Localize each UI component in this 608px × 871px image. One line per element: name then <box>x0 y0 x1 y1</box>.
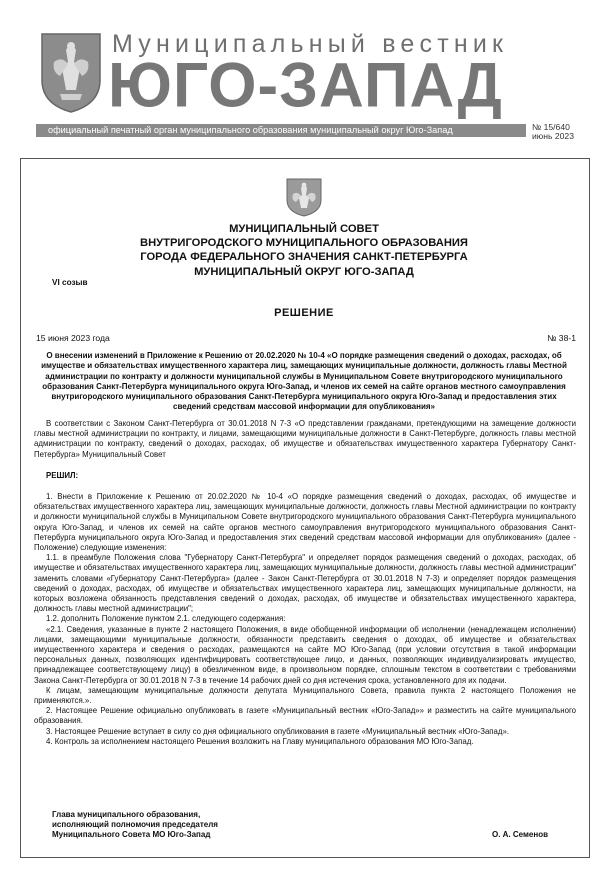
signer-name: О. А. Семенов <box>491 830 548 839</box>
council-name <box>100 222 508 279</box>
paragraph: К лицам, замещающим муниципальные должности депутата Муниципального Совета, правила пункта 2 настоящего Положения не применяются.». <box>34 685 576 706</box>
issue-date: июнь 2023 <box>532 131 574 141</box>
decision-subject: О внесении изменений в Приложение к Решению от 20.02.2020 № 10-4 «О порядке размещения сведений о доходах, расходах, об имуществе и обязательствах имущественного характера лиц, замещающих муниципальные должности, должность главы Местной администрации по контракту и должности муниципальной службы в Муниципальном Совете внутригородского муниципального образования Санкт-Петербурга муниципального округа Юго-Запад, и членов их семей на сайте органов местного самоуправления внутригородского муниципального образования Санкт-Петербурга муниципального округа Юго-Запад и предоставления этих сведений средствам массовой информации для опубликования» <box>41 351 567 412</box>
decision-date: 15 июня 2023 года <box>36 333 110 343</box>
signature-line: Глава муниципального образования, <box>52 810 201 819</box>
issue-info <box>532 123 592 141</box>
council-name-line: МУНИЦИПАЛЬНЫЙ СОВЕТ <box>229 223 379 235</box>
newspaper-subtitle: официальный печатный орган муниципального образования муниципальный округ Юго-Запад <box>48 125 453 135</box>
resolved-heading: РЕШИЛ: <box>46 470 79 480</box>
convocation: VI созыв <box>52 278 88 287</box>
council-name-line: ГОРОДА ФЕДЕРАЛЬНОГО ЗНАЧЕНИЯ САНКТ-ПЕТЕРБУРГА <box>140 251 468 264</box>
newspaper-title-main: ЮГО-ЗАПАД <box>108 50 503 121</box>
signature-block <box>52 810 218 841</box>
masthead <box>0 0 608 150</box>
paragraph: 1.1. в преамбуле Положения слова "Губернатору Санкт-Петербурга" и определяет порядок размещения сведений о доходах, расходах, об имуществе и обязательствах имущественного характера лиц, замещающих муниципальные должности, должность главы местной администрации" заменить словами «Губернатору Санкт-Петербурга» (далее - Закон Санкт-Петербурга от 30.01.2018 N 7-3) и определяет порядок размещения сведений о доходах, расходах, об имуществе и обязательствах имущественного характера лиц, замещающих муниципальные должности, на которых возложена обязанность представления сведений о доходах, расходах, об имуществе и обязательствах имущественного характера, должность главы местной администрации"; <box>34 553 576 614</box>
signature-line: Муниципального Совета МО Юго-Запад <box>52 830 211 840</box>
coat-of-arms-icon <box>40 32 102 114</box>
paragraph: 1. Внести в Приложение к Решению от 20.02.2020 № 10-4 «О порядке размещения сведений о доходах, расходах, об имуществе и обязательствах имущественного характера лиц, замещающих муниципальные должности, должность главы Местной администрации по контракту и должности муниципальной службы в Муниципальном Совете внутригородского муниципального образования Санкт-Петербурга муниципального округа Юго-Запад, и членов их семей на сайте органов местного самоуправления внутригородского муниципального образования Санкт-Петербурга муниципального округа Юго-Запад и предоставления этих сведений средствам массовой информации для опубликования» (далее - Положение) следующие изменения: <box>34 492 576 553</box>
paragraph: 4. Контроль за исполнением настоящего Решения возложить на Главу муниципального образования МО Юго-Запад. <box>46 736 474 746</box>
paragraph: 3. Настоящее Решение вступает в силу со дня официального опубликования в газете «Муниципальный вестник «Юго-Запад». <box>46 726 510 736</box>
decision-body <box>34 419 576 747</box>
subtitle-bar <box>36 124 526 137</box>
issue-number: № 15/640 <box>532 122 570 132</box>
newspaper-title-top: Муниципальный вестник <box>112 30 509 58</box>
municipal-emblem-icon <box>284 176 324 218</box>
document-type: РЕШЕНИЕ <box>274 307 334 319</box>
council-name-line: ВНУТРИГОРОДСКОГО МУНИЦИПАЛЬНОГО ОБРАЗОВАНИЯ <box>140 237 468 250</box>
paragraph: 2. Настоящее Решение официально опубликовать в газете «Муниципальный вестник «Юго-Запад»» и разместить на сайте муниципального образования. <box>34 706 576 726</box>
signature-line: исполняющий полномочия председателя <box>52 820 218 830</box>
paragraph: «2.1. Сведения, указанные в пункте 2 настоящего Положения, в виде обобщенной информации об исполнении (ненадлежащем исполнении) лицами, замещающими муниципальные должности, обязанности представить сведения о доходах, об имуществе и обязательствах имущественного характера и сведения о расходах, размещаются на сайте МО Юго-Запад (при условии отсутствия в такой информации персональных данных, позволяющих идентифицировать соответствующее лицо, и данных, позволяющих индивидуализировать имущество, принадлежащее соответствующему лицу) в обезличенном виде, в произвольном порядке, сплошным текстом в соответствии с требованиями Закона Санкт-Петербурга от 30.01.2018 N 7-3 в течение 14 рабочих дней со дня истечения срока, установленного для их подачи. <box>34 624 576 685</box>
preamble: В соответствии с Законом Санкт-Петербурга от 30.01.2018 N 7-3 «О представлении гражданами, претендующими на замещение должности главы местной администрации по контракту, и лицами, замещающими муниципальные должности в Санкт-Петербурге, должность главы местной администрации по контракту, сведений о доходах, расходах, об имуществе и обязательствах имущественного характера Губернатору Санкт-Петербурга» Муниципальный Совет <box>34 419 576 459</box>
decision-number: № 38-1 <box>547 333 576 343</box>
paragraph: 1.2. дополнить Положение пунктом 2.1. следующего содержания: <box>46 614 286 624</box>
council-name-line: МУНИЦИПАЛЬНЫЙ ОКРУГ ЮГО-ЗАПАД <box>194 265 414 278</box>
